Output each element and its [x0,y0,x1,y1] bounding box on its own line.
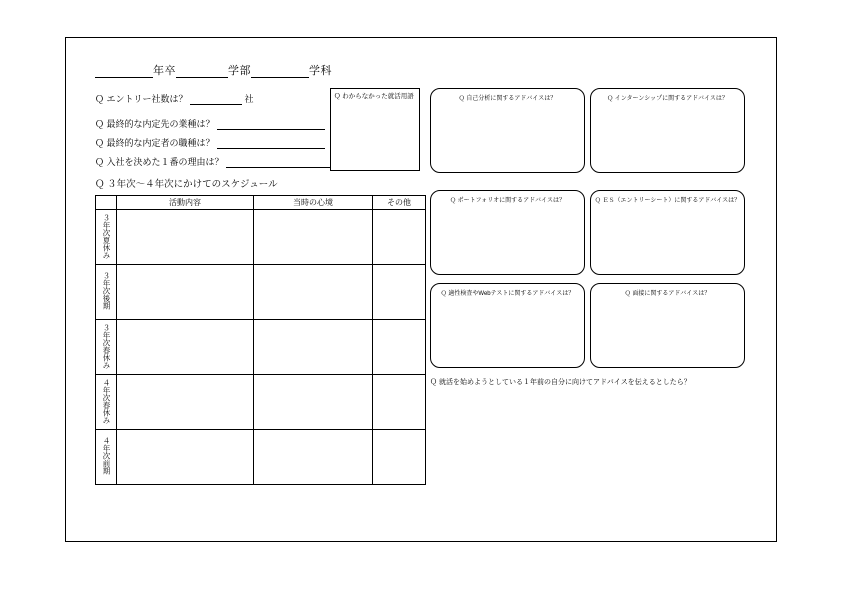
schedule-table [95,195,426,485]
question-industry-blank[interactable] [217,118,325,130]
question-industry-label: Ｑ 最終的な内定先の業種は？ [95,119,215,129]
column-header-other: その他 [373,196,426,210]
unknown-terms-label: Ｑ わからなかった就活用語 [334,93,414,100]
question-entry-count-blank[interactable] [190,93,242,105]
year-label: 年卒 [153,65,176,77]
cell-other-y4-spring[interactable] [373,375,426,430]
row-header-y4-spring [96,375,117,430]
cell-activity-y3-latter[interactable] [117,265,254,320]
column-header-activity: 活動内容 [117,196,254,210]
table-row [96,320,426,375]
table-row [96,430,426,485]
advice-card-aptitude-test[interactable] [430,283,585,368]
cell-mindset-y3-summer[interactable] [254,210,373,265]
advice-card-interview[interactable] [590,283,745,368]
advice-card-entry-sheet-label: Ｑ ＥＳ（エントリーシート）に関するアドバイスは？ [594,198,741,204]
advice-card-interview-label: Ｑ 面接に関するアドバイスは？ [624,291,711,297]
schedule-title: Ｑ ３年次～４年次にかけてのスケジュール [95,179,278,190]
faculty-blank[interactable] [176,63,228,78]
question-reason-blank[interactable] [226,156,332,168]
cell-activity-y3-spring[interactable] [117,320,254,375]
row-header-y3-summer-label: ３年次夏休み [101,213,111,259]
cell-mindset-y4-spring[interactable] [254,375,373,430]
table-header-row [96,196,426,210]
table-row [96,265,426,320]
cell-other-y3-spring[interactable] [373,320,426,375]
row-header-y3-summer [96,210,117,265]
advice-card-portfolio-label: Ｑ ポートフォリオに関するアドバイスは？ [450,198,565,204]
cell-mindset-y3-latter[interactable] [254,265,373,320]
column-header-mindset: 当時の心境 [254,196,373,210]
table-row [96,375,426,430]
row-header-y4-former-label: ４年次前期 [101,437,111,475]
cell-other-y3-latter[interactable] [373,265,426,320]
question-reason [95,155,332,168]
question-entry-count-suffix: 社 [244,94,254,104]
department-blank[interactable] [251,63,309,78]
advice-card-entry-sheet[interactable] [590,190,745,275]
advice-card-portfolio[interactable] [430,190,585,275]
question-job-type-blank[interactable] [217,137,325,149]
advice-card-self-analysis-label: Ｑ 自己分析に関するアドバイスは？ [458,96,557,102]
department-label: 学科 [309,65,332,77]
row-header-y4-former [96,430,117,485]
faculty-label: 学部 [228,65,251,77]
question-industry [95,117,325,130]
cell-activity-y4-spring[interactable] [117,375,254,430]
bottom-question: Ｑ 就活を始めようとしている１年前の自分に向けてアドバイスを伝えるとしたら？ [430,379,691,386]
question-entry-count [95,92,254,105]
header-fields [95,62,395,80]
table-corner-cell [96,196,117,210]
row-header-y3-latter-label: ３年次後期 [101,272,111,310]
cell-activity-y3-summer[interactable] [117,210,254,265]
question-job-type [95,136,325,149]
row-header-y3-spring [96,320,117,375]
advice-card-internship[interactable] [590,88,745,173]
cell-other-y3-summer[interactable] [373,210,426,265]
question-reason-label: Ｑ 入社を決めた１番の理由は？ [95,157,224,167]
advice-card-self-analysis[interactable] [430,88,585,173]
cell-mindset-y3-spring[interactable] [254,320,373,375]
year-blank[interactable] [95,63,153,78]
question-entry-count-label: Ｑ エントリー社数は？ [95,94,188,104]
row-header-y3-latter [96,265,117,320]
cell-mindset-y4-former[interactable] [254,430,373,485]
advice-card-aptitude-test-label: Ｑ 適性検査やWebテストに関するアドバイスは？ [440,291,575,297]
cell-other-y4-former[interactable] [373,430,426,485]
row-header-y4-spring-label: ４年次春休み [101,378,111,424]
cell-activity-y4-former[interactable] [117,430,254,485]
table-row [96,210,426,265]
row-header-y3-spring-label: ３年次春休み [101,323,111,369]
unknown-terms-box[interactable] [330,88,420,171]
question-job-type-label: Ｑ 最終的な内定者の職種は？ [95,138,215,148]
advice-card-internship-label: Ｑ インターンシップに関するアドバイスは？ [607,96,728,102]
